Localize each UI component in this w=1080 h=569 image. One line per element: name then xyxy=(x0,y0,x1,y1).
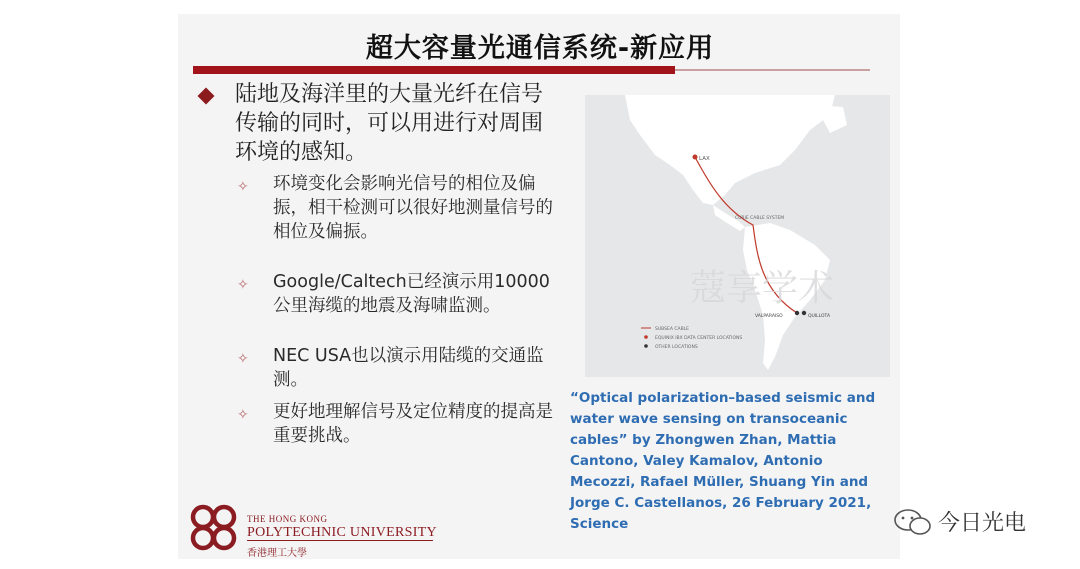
logo-divider xyxy=(247,540,433,541)
cable-map-image xyxy=(585,95,890,377)
map-watermark: 蔻享学术 xyxy=(690,268,835,309)
slide-title: 超大容量光通信系统-新应用 xyxy=(365,33,715,64)
sub-bullet-text-3: NEC USA也以演示用陆缆的交通监测。 xyxy=(273,346,544,390)
legend-label-ibx: EQUINIX IBX DATA CENTER LOCATIONS xyxy=(655,336,743,341)
sub-bullet-text-4: 更好地理解信号及定位精度的提高是重要挑战。 xyxy=(273,402,553,446)
sub-bullet-text-1: 环境变化会影响光信号的相位及偏振，相干检测可以很好地测量信号的相位及偏振。 xyxy=(273,174,553,242)
account-watermark: 今日光电 xyxy=(938,511,1027,536)
sub-bullet-text-2: Google/Caltech已经演示用10000公里海缆的地震及海啸监测。 xyxy=(273,272,550,316)
lax-label: LAX xyxy=(699,156,710,162)
logo-text-line2: POLYTECHNIC UNIVERSITY xyxy=(247,525,437,540)
legend-other-swatch xyxy=(644,344,648,348)
polyu-logo-icon xyxy=(186,500,241,555)
quillota-marker xyxy=(802,311,806,315)
logo-text-line3: 香港理工大學 xyxy=(247,548,307,559)
title-underline xyxy=(193,66,675,74)
legend-label-cable: SUBSEA CABLE xyxy=(655,327,690,332)
main-bullet-text: 陆地及海洋里的大量光纤在信号传输的同时，可以用进行对周围环境的感知。 xyxy=(235,82,544,165)
title-underline-thin xyxy=(675,69,870,71)
quillota-label: QUILLOTA xyxy=(808,314,831,319)
lax-marker xyxy=(693,155,698,160)
logo-text-line1: THE HONG KONG xyxy=(247,514,328,524)
legend-label-other: OTHER LOCATIONS xyxy=(655,345,698,350)
americas-map xyxy=(585,95,890,377)
sub-bullet-icon: ✧ xyxy=(237,407,249,423)
sub-bullet-icon: ✧ xyxy=(237,277,249,293)
sub-bullet-icon: ✧ xyxy=(237,351,249,367)
legend-ibx-swatch xyxy=(644,335,648,339)
sub-bullet-icon: ✧ xyxy=(237,179,249,195)
wechat-icon xyxy=(893,507,933,537)
valparaiso-marker xyxy=(795,311,799,315)
valparaiso-label: VALPARAISO xyxy=(755,314,783,319)
cable-system-label: CURIE CABLE SYSTEM xyxy=(735,216,785,221)
paper-citation: “Optical polarization–based seismic and water wave sensing on transoceanic cables” by Zhongwen Zhan, Mattia Cantono, Valey Kamalov, Antonio Mecozzi, Rafael Müller, Shuang Yin and Jorge C. Castellanos, 26 February 2021, Science xyxy=(570,390,876,532)
